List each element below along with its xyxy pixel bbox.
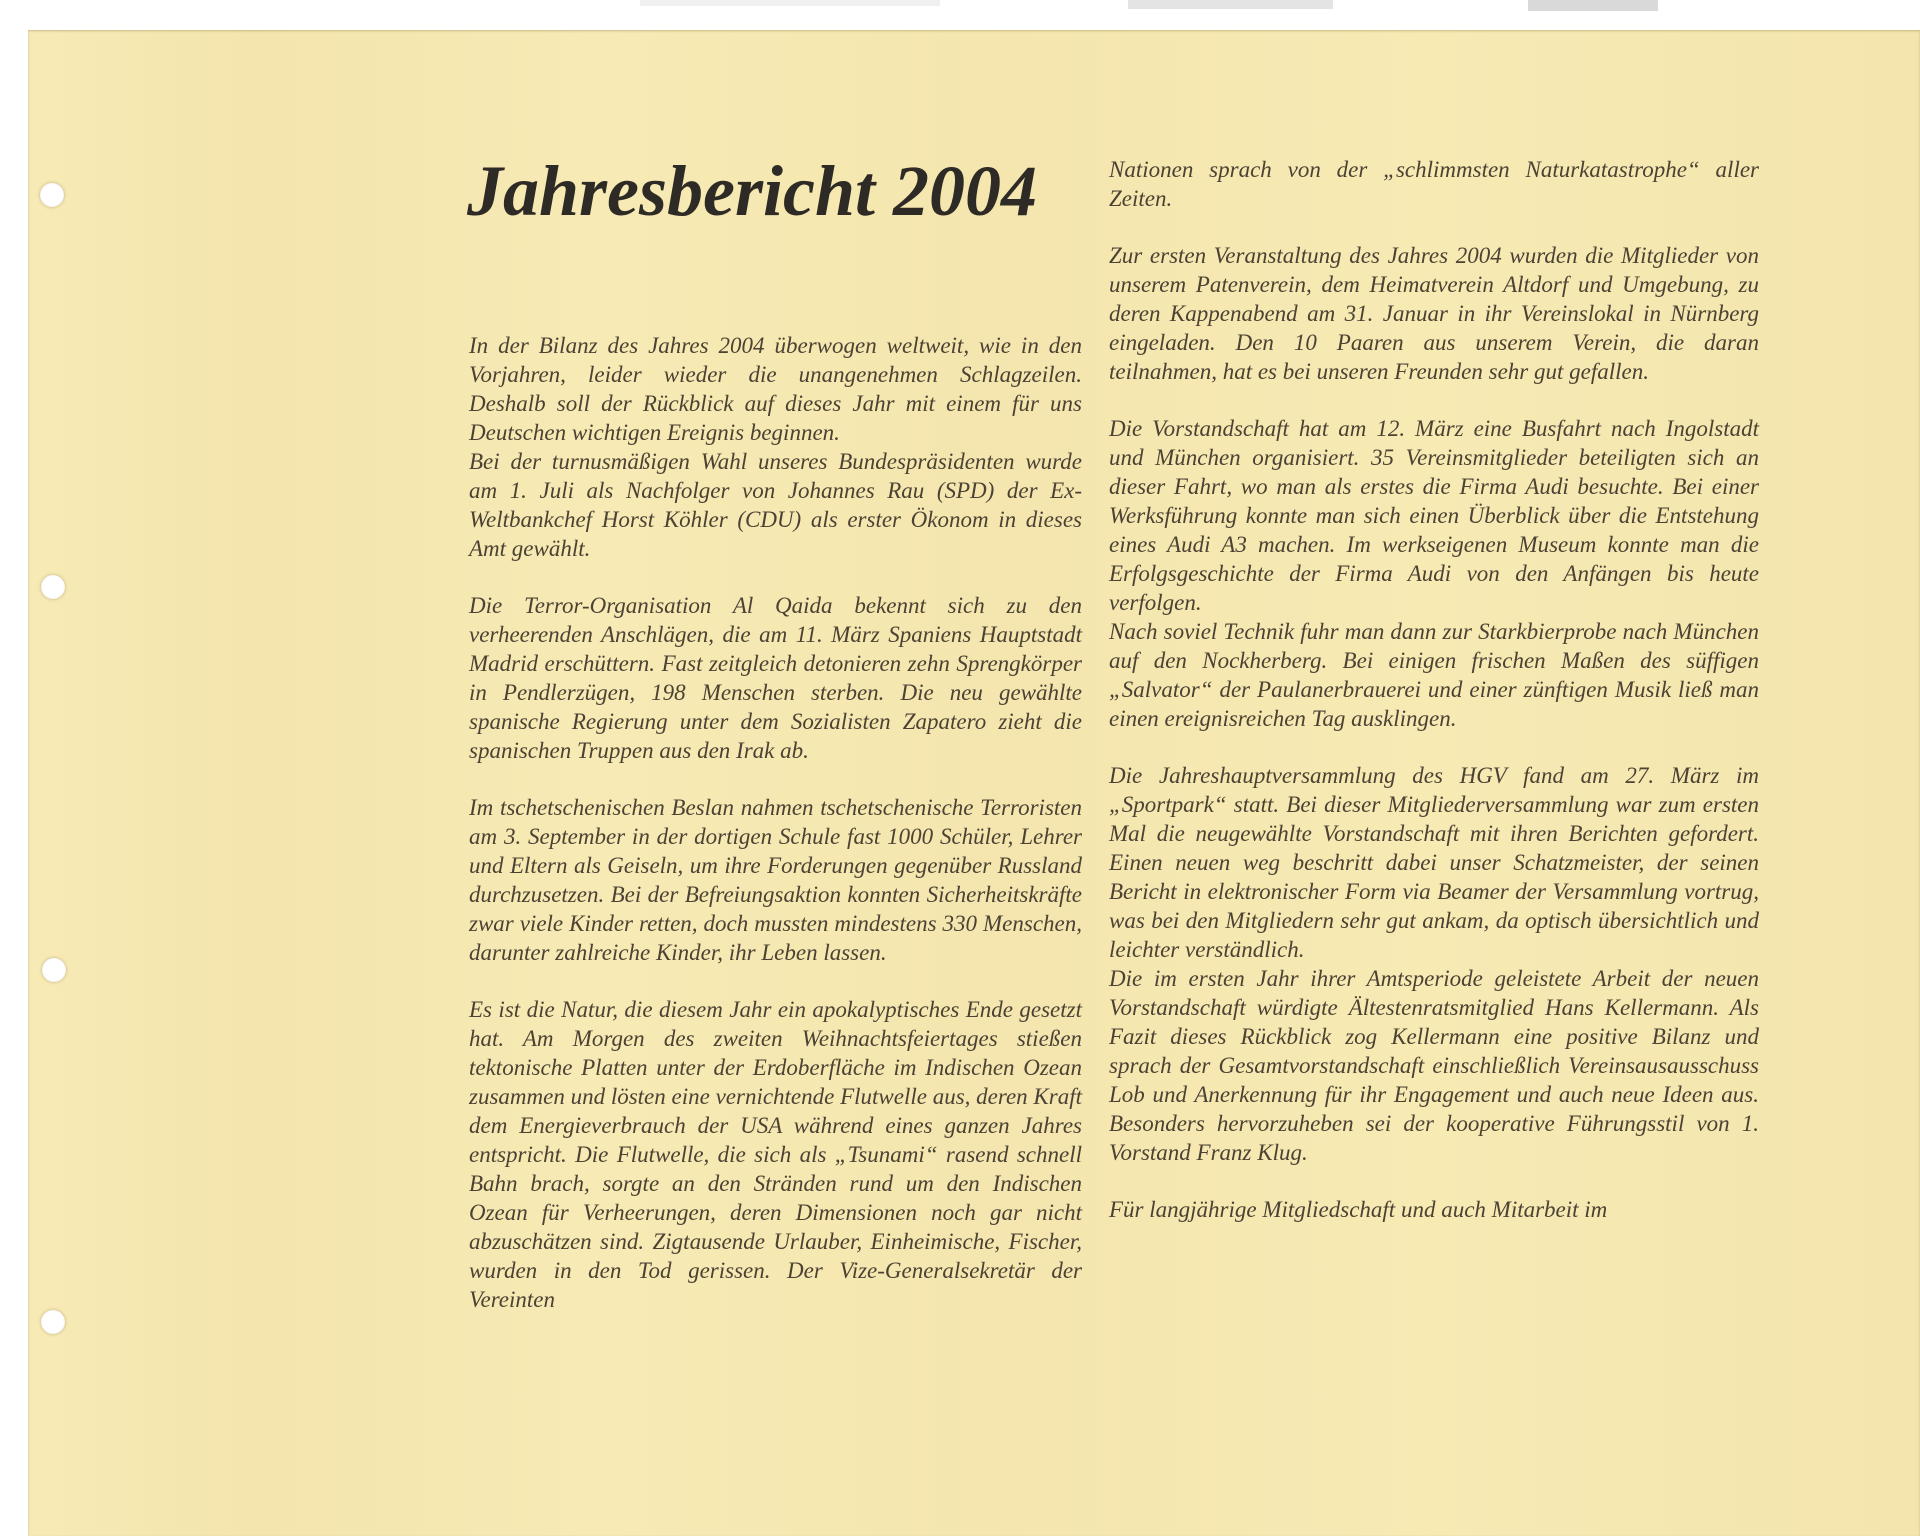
left-column xyxy=(469,331,1082,1314)
paragraph: In der Bilanz des Jahres 2004 überwogen weltweit, wie in den Vorjahren, leider wieder die unangenehmen Schlagzeilen. Deshalb soll der Rückblick auf dieses Jahr mit einem für uns Deutschen wichtigen Ereignis beginnen. xyxy=(469,333,1082,445)
scan-artifact xyxy=(1128,0,1333,9)
punch-hole-2 xyxy=(41,575,65,599)
paragraph: Die Terror-Organisation Al Qaida bekennt sich zu den verheerenden Anschlägen, die am 11. März Spaniens Hauptstadt Madrid erschüttern. Fast zeitgleich detonieren zehn Sprengkörper in Pendlerzügen, 198 Menschen sterben. Die neu gewählte spanische Regierung unter dem Sozialisten Zapatero zieht die spanischen Truppen aus den Irak ab. xyxy=(469,593,1082,763)
paragraph: Bei der turnusmäßigen Wahl unseres Bundespräsidenten wurde am 1. Juli als Nachfolger von Johannes Rau (SPD) der Ex-Weltbankchef Horst Köhler (CDU) als erster Ökonom in dieses Amt gewählt. xyxy=(469,449,1082,561)
paragraph: Die im ersten Jahr ihrer Amtsperiode geleistete Arbeit der neuen Vorstandschaft würdigte Ältestenratsmitglied Hans Kellermann. Als Fazit dieses Rückblick zog Kellermann eine positive Bilanz und sprach der Gesamtvorstandschaft einschließlich Vereinsausausschuss Lob und Anerkennung für ihr Engagement und auch neue Ideen aus. Besonders hervorzuheben sei der kooperative Führungsstil von 1. Vorstand Franz Klug. xyxy=(1109,966,1759,1165)
paragraph: Im tschetschenischen Beslan nahmen tschetschenische Terroristen am 3. September in der dortigen Schule fast 1000 Schüler, Lehrer und Eltern als Geiseln, um ihre Forderungen gegenüber Russland durchzusetzen. Bei der Befreiungsaktion konnten Sicherheitskräfte zwar viele Kinder retten, doch mussten mindestens 330 Menschen, darunter zahlreiche Kinder, ihr Leben lassen. xyxy=(469,795,1082,965)
scan-artifact xyxy=(640,0,940,6)
paragraph: Es ist die Natur, die diesem Jahr ein apokalyptisches Ende gesetzt hat. Am Morgen des zweiten Weihnachtsfeiertages stießen tektonische Platten unter der Erdoberfläche im Indischen Ozean zusammen und lösten eine vernichtende Flutwelle aus, deren Kraft dem Energieverbrauch der USA während eines ganzen Jahres entspricht. Die Flutwelle, die sich als „Tsunami“ rasend schnell Bahn brach, sorgte an den Stränden rund um den Indischen Ozean für Verheerungen, deren Dimensionen noch gar nicht abzuschätzen sind. Zigtausende Urlauber, Einheimische, Fischer, wurden in den Tod gerissen. Der Vize-Generalsekretär der Vereinten xyxy=(469,997,1083,1312)
scan-artifact xyxy=(1528,0,1658,11)
page-title: Jahresbericht 2004 xyxy=(466,151,1038,231)
punch-hole-1 xyxy=(40,183,64,207)
right-column xyxy=(1109,155,1759,1224)
paragraph: Die Jahreshauptversammlung des HGV fand am 27. März im „Sportpark“ statt. Bei dieser Mitgliederversammlung war zum ersten Mal die neugewählte Vorstandschaft mit ihren Berichten gefordert. Einen neuen weg beschritt dabei unser Schatzmeister, der seinen Bericht in elektronischer Form via Beamer der Versammlung vortrug, was bei den Mitgliedern sehr gut ankam, da optisch übersichtlich und leichter verständlich. xyxy=(1109,763,1759,962)
paragraph: Für langjährige Mitgliedschaft und auch Mitarbeit im xyxy=(1109,1197,1608,1222)
paragraph: Die Vorstandschaft hat am 12. März eine Busfahrt nach Ingolstadt und München organisiert. 35 Vereinsmitglieder beteiligten sich an dieser Fahrt, wo man als erstes die Firma Audi besuchte. Bei einer Werksführung konnte man sich einen Überblick über die Entstehung eines Audi A3 machen. Im werkseigenen Museum konnte man die Erfolgsgeschichte der Firma Audi von den Anfängen bis heute verfolgen. xyxy=(1109,416,1759,615)
paragraph: Zur ersten Veranstaltung des Jahres 2004 wurden die Mitglieder von unserem Patenverein, dem Heimatverein Altdorf und Umgebung, zu deren Kappenabend am 31. Januar in ihr Vereinslokal in Nürnberg eingeladen. Den 10 Paaren aus unserem Verein, die daran teilnahmen, hat es bei unseren Freunden sehr gut gefallen. xyxy=(1109,243,1759,384)
paragraph: Nationen sprach von der „schlimmsten Naturkatastrophe“ aller Zeiten. xyxy=(1109,157,1759,211)
punch-hole-3 xyxy=(42,958,66,982)
paragraph: Nach soviel Technik fuhr man dann zur Starkbierprobe nach München auf den Nockherberg. Bei einigen frischen Maßen des süffigen „Salvator“ der Paulanerbrauerei und einer zünftigen Musik ließ man einen ereignisreichen Tag ausklingen. xyxy=(1109,619,1759,731)
punch-hole-4 xyxy=(41,1310,65,1334)
